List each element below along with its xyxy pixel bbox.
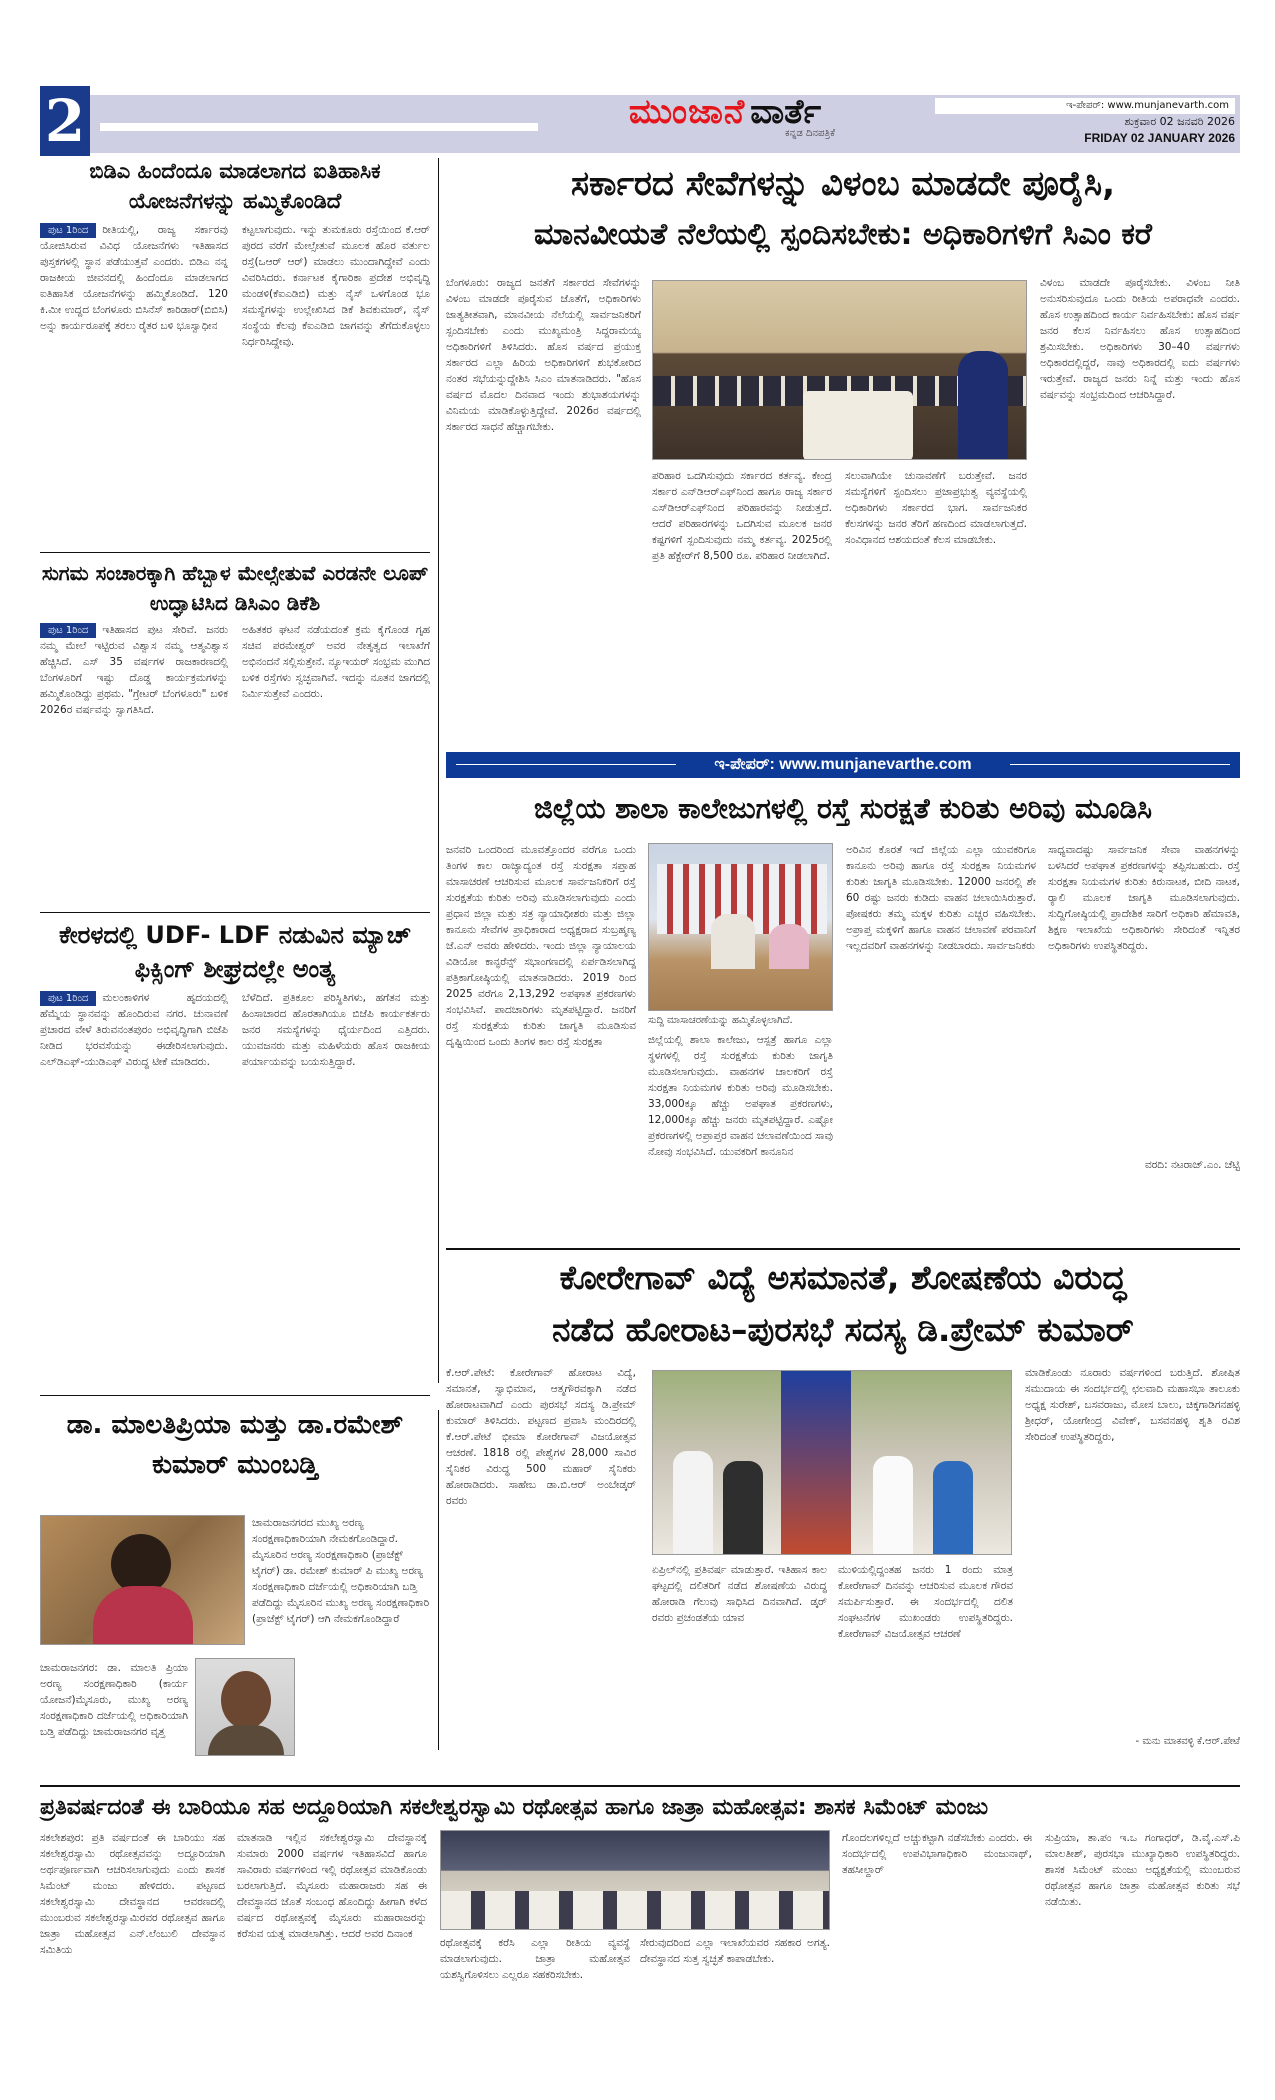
epaper-link[interactable]: ಇ-ಪೇಪರ್: www.munjanevarth.com <box>935 98 1235 114</box>
photo-cm-meeting <box>652 280 1027 460</box>
article-text: ರೀತಿಯಲ್ಲಿ, ರಾಜ್ಯ ಸರ್ಕಾರವು ಯೋಜಿಸಿರುವ ವಿವಿಧ ಯೋಜನೆಗಳು ಇತಿಹಾಸದ ಪುಸ್ತಕಗಳಲ್ಲಿ ಸ್ಥಾನ ಪಡೆಯುತ್ತವೆ ಎಂದರು. ಬಿಡಿಎ ನನ್ನ ರಾಜಕೀಯ ಜೀವನದಲ್ಲಿ ಹಿಂದೆಂದೂ ಮಾಡಲಾಗದ ಐತಿಹಾಸಿಕ ಯೋಜನೆಗಳನ್ನು ಹಮ್ಮಿಕೊಂಡಿದೆ. 120 ಕಿ.ಮೀ ಉದ್ದದ ಬೆಂಗಳೂರು ಬಿಸಿನೆಸ್ ಕಾರಿಡಾರ್(ಬಿಬಿಸಿ) ಅನ್ನು ಕಾರ್ಯರೂಪಕ್ಕೆ ತರಲು ರೈತರ ಬಳಿ ಭೂಸ್ವಾಧೀನ <box>40 224 228 332</box>
bottom-col6: ಸುಪ್ರಿಯಾ, ತಾ.ಪಂ ಇ.ಒ ಗಂಗಾಧರ್, ಡಿ.ವೈ.ಎಸ್.ಪಿ ಮಾಲತೀಶ್, ಪುರಸಭಾ ಮುಖ್ಯಾಧಿಕಾರಿ ಉಪಸ್ಥಿತರಿದ್ದರು. ಶಾಸಕ ಸಿಮೆಂಟ್ ಮಂಜು ಅಧ್ಯಕ್ಷತೆಯಲ್ಲಿ ಮುಂಬರುವ ರಥೋತ್ಸವ ಹಾಗೂ ಜಾತ್ರಾ ಮಹೋತ್ಸವ ಕುರಿತು ಸಭೆ ನಡೆಯಿತು. <box>1045 1832 1240 1908</box>
epaper-banner-text[interactable]: ಇ-ಪೇಪರ್: www.munjanevarthe.com <box>714 756 972 773</box>
photo-ramesh-kumar <box>195 1658 295 1756</box>
article-bda <box>40 156 430 552</box>
article-text: ಮಲಂಕಾಳಿಗಳ ಹೃದಯದಲ್ಲಿ ಹೆಮ್ಮೆಯ ಸ್ಥಾನವನ್ನು ಹೊಂದಿರುವ ನಗರ. ಚುನಾವಣೆ ಪ್ರಚಾರದ ವೇಳೆ ತಿರುವನಂತಪುರಂ ಅಭಿವೃದ್ಧಿಗಾಗಿ ಬಿಜೆಪಿ ನೀಡಿದ ಭರವಸೆಯನ್ನು ಈಡೇರಿಸಲಾಗುವುದು. ಎಲ್‌ಡಿಎಫ್-ಯುಡಿಎಫ್ ವಿರುದ್ಧ ಟೀಕೆ ಮಾಡಿದರು. <box>40 992 228 1068</box>
section-divider <box>40 1785 1240 1787</box>
photo-koregaon-event <box>652 1370 1012 1555</box>
section-divider <box>446 1248 1240 1250</box>
school-photo-caption: ಸುದ್ದಿ ಮಾಸಾಚರಣೆಯನ್ನು ಹಮ್ಮಿಕೊಳ್ಳಲಾಗಿದೆ. <box>648 1015 793 1026</box>
continued-tag: ಪುಟ 1ರಿಂದ <box>40 223 96 238</box>
masthead-info <box>935 98 1235 146</box>
newspaper-logo <box>585 92 865 156</box>
bottom-col5: ಗೊಂದಲಗಳಿಲ್ಲದೆ ಅಚ್ಚುಕಟ್ಟಾಗಿ ನಡೆಸಬೇಕು ಎಂದರು. ಈ ಸಂದರ್ಭದಲ್ಲಿ ಉಪವಿಭಾಗಾಧಿಕಾರಿ ಮಂಜುನಾಥ್, ತಹಸೀಲ್ದಾರ್ <box>842 1832 1032 1876</box>
bottom-col1: ಸಕಲೇಶಪುರ: ಪ್ರತಿ ವರ್ಷದಂತೆ ಈ ಬಾರಿಯು ಸಹ ಸಕಲೇಶ್ವರಸ್ವಾಮಿ ರಥೋತ್ಸವವನ್ನು ಅದ್ದೂರಿಯಾಗಿ ಅರ್ಥಪೂರ್ಣವಾಗಿ ಆಚರಿಸಲಾಗುವುದು ಎಂದು ಶಾಸಕ ಸಿಮೆಂಟ್ ಮಂಜು ಹೇಳಿದರು. ಪಟ್ಟಣದ ಸಕಲೇಶ್ವರಸ್ವಾಮಿ ದೇವಸ್ಥಾನದ ಆವರಣದಲ್ಲಿ ಮುಂಬರುವ ಸಕಲೇಶ್ವರಸ್ವಾಮಿರವರ ರಥೋತ್ಸವ ಹಾಗೂ ಜಾತ್ರಾ ಮಹೋತ್ಸವ ಎನ್.ಲೆಂಬುಲಿ ದೇವಸ್ಥಾನ ಸಮಿತಿಯ <box>40 1832 225 1956</box>
bottom-col2: ಮಾತನಾಡಿ ಇಲ್ಲಿನ ಸಕಲೇಶ್ವರಸ್ವಾಮಿ ದೇವಸ್ಥಾನಕ್ಕೆ ಸುಮಾರು 2000 ವರ್ಷಗಳ ಇತಿಹಾಸವಿದೆ ಹಾಗೂ ಸಾವಿರಾರು ವರ್ಷಗಳಿಂದ ಇಲ್ಲಿ ರಥೋತ್ಸವ ಮಾಡಿಕೊಂಡು ಬರಲಾಗುತ್ತಿದೆ. ಮೈಸೂರು ಮಹಾರಾಜರು ಸಹ ಈ ದೇವಸ್ಥಾನದ ಜೊತೆ ಸಂಬಂಧ ಹೊಂದಿದ್ದು ಹೀಗಾಗಿ ಕಳೆದ ವರ್ಷದ ರಥೋತ್ಸವಕ್ಕೆ ಮೈಸೂರು ಮಹಾರಾಜರನ್ನು ಕರೆಸುವ ಯತ್ನ ಮಾಡಲಾಗಿತ್ತು. ಆದರೆ ಅವರ ದಿನಾಂಕ <box>237 1832 427 1940</box>
school-col3: ಅರಿವಿನ ಕೊರತೆ ಇದೆ ಜಿಲ್ಲೆಯ ಎಲ್ಲಾ ಯುವಕರಿಗೂ ಕಾನೂನು ಅರಿವು ಹಾಗೂ ರಸ್ತೆ ಸುರಕ್ಷತಾ ನಿಯಮಗಳ ಕುರಿತು ಜಾಗೃತಿ ಮೂಡಿಸಬೇಕು. 12000 ಜನರಲ್ಲಿ ಶೇ 60 ರಷ್ಟು ಜನರು ಕುಡಿದು ವಾಹನ ಚಲಾಯಿಸಿರುತ್ತಾರೆ. ಪೋಷಕರು ತಮ್ಮ ಮಕ್ಕಳ ಕುರಿತು ಎಚ್ಚರ ವಹಿಸಬೇಕು. ಅಪ್ರಾಪ್ತ ಮಕ್ಕಳಿಗೆ ಹಾಗೂ ವಾಹನ ಚಲಾವಣೆ ಪರವಾನಿಗೆ ಇಲ್ಲದವರಿಗೆ ವಾಹನಗಳನ್ನು ನೀಡಬಾರದು. ಸಾರ್ವಜನಿಕರು <box>846 844 1036 952</box>
article-headline: ಬಿಡಿಎ ಹಿಂದೆಂದೂ ಮಾಡಲಾಗದ ಐತಿಹಾಸಿಕ ಯೋಜನೆಗಳನ್ನು ಹಮ್ಮಿಕೊಂಡಿದೆ <box>89 159 381 213</box>
masthead-stripe <box>100 123 538 131</box>
article-kerala <box>40 918 430 1370</box>
article-text: ಅಹಿತಕರ ಘಟನೆ ನಡೆಯದಂತೆ ಕ್ರಮ ಕೈಗೊಂಡ ಗೃಹ ಸಚಿವ ಪರಮೇಶ್ವರ್ ಅವರ ನೇತೃತ್ವದ ಇಲಾಖೆಗೆ ಅಭಿನಂದನೆ ಸಲ್ಲಿಸುತ್ತೇನೆ. ನ್ಯೂಇಯರ್ ಸಂಭ್ರಮ ಮುಗಿದ ಬಳಿಕ ರಸ್ತೆಗಳು ಸ್ವಚ್ಛವಾಗಿವೆ. ಇದನ್ನು ನೂತನ ಜಾಗದಲ್ಲಿ ನಿರ್ಮಿಸುತ್ತೇವೆ ಎಂದರು. <box>242 624 430 700</box>
continued-tag: ಪುಟ 1ರಿಂದ <box>40 623 96 638</box>
logo-part2: ವಾರ್ತೆ <box>750 92 822 132</box>
school-col1: ಜನವರಿ ಒಂದರಿಂದ ಮೂವತ್ತೊಂದರ ವರೆಗೂ ಒಂದು ತಿಂಗಳ ಕಾಲ ರಾಜ್ಯಾದ್ಯಂತ ರಸ್ತೆ ಸುರಕ್ಷತಾ ಸಪ್ತಾಹ ಮಾಸಾಚರಣೆ ಆಚರಿಸುವ ಮೂಲಕ ಸಾರ್ವಜನಿಕರಿಗೆ ರಸ್ತೆ ಸುರಕ್ಷತೆಯ ಕುರಿತು ಅರಿವು ಮೂಡಿಸಲಾಗುವುದು ಎಂದು ಪ್ರಧಾನ ಜಿಲ್ಲಾ ಮತ್ತು ಸತ್ರ ನ್ಯಾಯಾಧೀಶರು ಮತ್ತು ಜಿಲ್ಲಾ ಕಾನೂನು ಸೇವೆಗಳ ಪ್ರಾಧಿಕಾರಾದ ಅಧ್ಯಕ್ಷರಾದ ಸುಬ್ರಹ್ಮಣ್ಯ ಜೆ.ಎನ್ ಅವರು ಹೇಳಿದರು. ಇಂದು ಜಿಲ್ಲಾ ನ್ಯಾಯಾಲಯ ವಿಡಿಯೋ ಕಾನ್ಫರೆನ್ಸ್ ಸಭಾಂಗಣದಲ್ಲಿ ಏರ್ಪಡಿಸಲಾಗಿದ್ದ ಪತ್ರಿಕಾಗೋಷ್ಠಿಯಲ್ಲಿ ಮಾತನಾಡಿದರು. 2019 ರಿಂದ 2025 ವರೆಗೂ 2,13,292 ಅಪಘಾತ ಪ್ರಕರಣಗಳು ಸಂಭವಿಸಿವೆ. ಪಾದಚಾರಿಗಳು ಮೃತಪಟ್ಟಿದ್ದಾರೆ. ಜನರಿಗೆ ರಸ್ತೆ ಸುರಕ್ಷತೆಯ ಕುರಿತು ಜಾಗೃತಿ ಮೂಡಿಸುವ ದೃಷ್ಟಿಯಿಂದ ಒಂದು ತಿಂಗಳ ಕಾಲ ರಸ್ತೆ ಸುರಕ್ಷತಾ <box>446 844 636 1048</box>
top-story-col1: ಬೆಂಗಳೂರು: ರಾಜ್ಯದ ಜನತೆಗೆ ಸರ್ಕಾರದ ಸೇವೆಗಳನ್ನು ವಿಳಂಬ ಮಾಡದೇ ಪೂರೈಸುವ ಜೊತೆಗೆ, ಅಧಿಕಾರಿಗಳು ಜಾತ್ಯತೀತವಾಗಿ, ಮಾನವೀಯ ನೆಲೆಯಲ್ಲಿ ಸಾರ್ವಜನಿಕರಿಗೆ ಸ್ಪಂದಿಸಬೇಕು ಎಂದು ಮುಖ್ಯಮಂತ್ರಿ ಸಿದ್ದರಾಮಯ್ಯ ಅಧಿಕಾರಿಗಳಿಗೆ ತಿಳಿಸಿದರು. ಹೊಸ ವರ್ಷದ ಪ್ರಯುಕ್ತ ಸರ್ಕಾರದ ಎಲ್ಲಾ ಹಿರಿಯ ಅಧಿಕಾರಿಗಳಿಗೆ ಶುಭಕೋರಿದ ನಂತರ ಸಭೆಯನ್ನುದ್ದೇಶಿಸಿ ಸಿಎಂ ಮಾತನಾಡಿದರು. "ಹೊಸ ವರ್ಷದ ಮೊದಲ ದಿನವಾದ ಇಂದು ಶುಭಾಶಯಗಳನ್ನು ವಿನಿಮಯ ಮಾಡಿಕೊಳ್ಳುತ್ತಿದ್ದೇವೆ. 2026ರ ವರ್ಷದಲ್ಲಿ ಸರ್ಕಾರದ ಸಾಧನೆ ಹೆಚ್ಚಾಗಬೇಕು. <box>446 277 641 433</box>
school-col2: ಜಿಲ್ಲೆಯಲ್ಲಿ ಶಾಲಾ ಕಾಲೇಜು, ಆಸ್ಪತ್ರೆ ಹಾಗೂ ಎಲ್ಲಾ ಸ್ಥಳಗಳಲ್ಲಿ ರಸ್ತೆ ಸುರಕ್ಷತೆಯ ಕುರಿತು ಜಾಗೃತಿ ಮೂಡಿಸಲಾಗುವುದು. ವಾಹನಗಳ ಚಾಲಕರಿಗೆ ರಸ್ತೆ ಸುರಕ್ಷತಾ ನಿಯಮಗಳ ಕುರಿತು ಅರಿವು ಮೂಡಿಸಬೇಕು. 33,000ಕ್ಕೂ ಹೆಚ್ಚು ಅಪಘಾತ ಪ್ರಕರಣಗಳು, 12,000ಕ್ಕೂ ಹೆಚ್ಚು ಜನರು ಮೃತಪಟ್ಟಿದ್ದಾರೆ. ಎಷ್ಟೋ ಪ್ರಕರಣಗಳಲ್ಲಿ ಅಪ್ರಾಪ್ತರ ವಾಹನ ಚಲಾವಣೆಯಿಂದ ಸಾವು ನೋವು ಸಂಭವಿಸಿದೆ. ಯುವಕರಿಗೆ ಕಾನೂನಿನ <box>648 1034 833 1158</box>
section-divider <box>40 552 430 553</box>
koregaon-article <box>446 1252 1240 1356</box>
article-headline: ಕೇರಳದಲ್ಲಿ UDF- LDF ನಡುವಿನ ಮ್ಯಾಚ್ ಫಿಕ್ಸಿಂಗ್ ಶೀಘ್ರದಲ್ಲೇ ಅಂತ್ಯ <box>59 921 411 983</box>
koregaon-col3: ಮುಳಿಯಲ್ಲಿದ್ದಂತಹ ಜನರು 1 ರಂದು ಮಾತ್ರ ಕೋರೇಗಾವ್ ದಿನವನ್ನು ಆಚರಿಸುವ ಮೂಲಕ ಗೌರವ ಸಮರ್ಪಿಸುತ್ತಾರೆ. ಈ ಸಂದರ್ಭದಲ್ಲಿ ದಲಿತ ಸಂಘಟನೆಗಳ ಮುಖಂಡರು ಉಪಸ್ಥಿತರಿದ್ದರು. ಕೋರೇಗಾವ್ ವಿಜಯೋತ್ಸವ ಆಚರಣೆ <box>838 1564 1013 1640</box>
section-divider <box>40 1395 430 1396</box>
bottom-col3: ರಥೋತ್ಸವಕ್ಕೆ ಕರೆಸಿ ಎಲ್ಲಾ ರೀತಿಯ ವ್ಯವಸ್ಥೆ ಮಾಡಲಾಗುವುದು. ಜಾತ್ರಾ ಮಹೋತ್ಸವ ಯಶಸ್ವಿಗೊಳಿಸಲು ಎಲ್ಲರೂ ಸಹಕರಿಸಬೇಕು. <box>440 1937 630 1981</box>
logo-subtitle: ಕನ್ನಡ ದಿನಪತ್ರಿಕೆ <box>784 128 835 139</box>
article-headline: ಸುಗಮ ಸಂಚಾರಕ್ಕಾಗಿ ಹೆಬ್ಬಾಳ ಮೇಲ್ಸೇತುವೆ ಎರಡನೇ ಲೂಪ್ ಉದ್ಘಾಟಿಸಿದ ಡಿಸಿಎಂ ಡಿಕೆಶಿ <box>41 561 429 615</box>
forest-body: ಚಾಮರಾಜನಗರ: ಡಾ. ಮಾಲತಿ ಪ್ರಿಯಾ ಅರಣ್ಯ ಸಂರಕ್ಷಣಾಧಿಕಾರಿ (ಕಾರ್ಯ ಯೋಜನೆ)ಮೈಸೂರು, ಮುಖ್ಯ ಅರಣ್ಯ ಸಂರಕ್ಷಣಾಧಿಕಾರಿ ದರ್ಜೆಯಲ್ಲಿ ಅಧಿಕಾರಿಯಾಗಿ ಬಡ್ತಿ ಪಡೆದಿದ್ದು ಚಾಮರಾಜನಗರ ವೃತ್ತ <box>40 1662 188 1738</box>
article-text: ಕಟ್ಟಲಾಗುವುದು. ಇನ್ನು ತುಮಕೂರು ರಸ್ತೆಯಿಂದ ಕೆ.ಆರ್ ಪುರದ ವರೆಗೆ ಮೇಲ್ಸೇತುವೆ ಮೂಲಕ ಹೊರ ವರ್ತುಲ ರಸ್ತೆ(ಒಆರ್ ಆರ್) ಮಾಡಲು ಮುಂದಾಗಿದ್ದೇವೆ ಎಂದು ವಿವರಿಸಿದರು. ಕರ್ನಾಟಕ ಕೈಗಾರಿಕಾ ಪ್ರದೇಶ ಅಭಿವೃದ್ಧಿ ಮಂಡಳಿ(ಕೆಐಎಡಿಬಿ) ಮತ್ತು ನೈಸ್ ಒಳಗೊಂಡ ಭೂ ಸಮಸ್ಯೆಗಳನ್ನು ಉಲ್ಲೇಖಿಸಿದ ಡಿಕೆ ಶಿವಕುಮಾರ್, ನೈಸ್ ಸಂಸ್ಥೆಯ ಕೆಲವು ಕೆಐಎಡಿಬಿ ಜಾಗವನ್ನು ತೆಗೆದುಕೊಳ್ಳಲು ನಿರ್ಧರಿಸಿದ್ದೇವು. <box>242 224 430 348</box>
top-story <box>446 158 1240 260</box>
column-divider <box>438 158 439 1383</box>
koregaon-headline-line1: ಕೋರೇಗಾವ್ ವಿದ್ಯೆ ಅಸಮಾನತೆ, ಶೋಷಣೆಯ ವಿರುದ್ಧ <box>559 1258 1127 1297</box>
column-divider <box>438 1410 439 1750</box>
koregaon-byline: - ಮನು ಮಾಕವಳ್ಳಿ ಕೆ.ಆರ್.ಪೇಟೆ <box>1135 1736 1240 1747</box>
article-hebbal <box>40 558 430 897</box>
koregaon-headline-line2: ನಡೆದ ಹೋರಾಟ–ಪುರಸಭೆ ಸದಸ್ಯ ಡಿ.ಪ್ರೇಮ್ ಕುಮಾರ್ <box>552 1310 1134 1349</box>
koregaon-col4: ಮಾಡಿಕೊಂಡು ನೂರಾರು ವರ್ಷಗಳಿಂದ ಬರುತ್ತಿದೆ. ಶೋಷಿತ ಸಮುದಾಯ ಈ ಸಂದರ್ಭದಲ್ಲಿ ಛಲವಾದಿ ಮಹಾಸಭಾ ತಾಲೂಕು ಅಧ್ಯಕ್ಷ ಸುರೇಶ್, ಬಸವರಾಜು, ಮೋಸ ಬಾಲು, ಚಿಕ್ಕಗಾಡಿಗನಹಳ್ಳಿ ಶ್ರೀಧರ್, ಯೋಗೇಂದ್ರ ವಿವೇಕ್, ಬಸವನಹಳ್ಳಿ ಶೃತಿ ರವಿಶ ಸೇರಿದಂತೆ ಉಪಸ್ಥಿತರಿದ್ದರು, <box>1025 1367 1240 1443</box>
bottom-headline: ಪ್ರತಿವರ್ಷದಂತೆ ಈ ಬಾರಿಯೂ ಸಹ ಅದ್ದೂರಿಯಾಗಿ ಸಕಲೇಶ್ವರಸ್ವಾಮಿ ರಥೋತ್ಸವ ಹಾಗೂ ಜಾತ್ರಾ ಮಹೋತ್ಸವ: ಶಾಸಕ ಸಿಮೆಂಟ್ ಮಂಜು <box>40 1795 989 1820</box>
photo-temple-meeting <box>440 1830 830 1930</box>
forest-side-text: ಚಾಮರಾಜನಗರದ ಮುಖ್ಯ ಅರಣ್ಯ ಸಂರಕ್ಷಣಾಧಿಕಾರಿಯಾಗಿ ನೇಮಕಗೊಂಡಿದ್ದಾರೆ. ಮೈಸೂರಿನ ಅರಣ್ಯ ಸಂರಕ್ಷಣಾಧಿಕಾರಿ (ಪ್ರಾಜೆಕ್ಟ್ ಟೈಗರ್) ಡಾ. ರಮೇಶ್ ಕುಮಾರ್ ಪಿ ಮುಖ್ಯ ಅರಣ್ಯ ಸಂರಕ್ಷಣಾಧಿಕಾರಿ ದರ್ಜೆಯಲ್ಲಿ ಅಧಿಕಾರಿಯಾಗಿ ಬಡ್ತಿ ಪಡೆದಿದ್ದು ಮೈಸೂರಿನ ಮುಖ್ಯ ಅರಣ್ಯ ಸಂರಕ್ಷಣಾಧಿಕಾರಿ (ಪ್ರಾಜೆಕ್ಟ್ ಟೈಗರ್) ಆಗಿ ನೇಮಕಗೊಂಡಿದ್ದಾರೆ <box>252 1517 430 1625</box>
date-kannada: ಶುಕ್ರವಾರ 02 ಜನವರಿ 2026 <box>1124 115 1235 128</box>
date-english: FRIDAY 02 JANUARY 2026 <box>1084 131 1235 145</box>
top-story-col2: ಪರಿಹಾರ ಒದಗಿಸುವುದು ಸರ್ಕಾರದ ಕರ್ತವ್ಯ. ಕೇಂದ್ರ ಸರ್ಕಾರ ಎನ್‌ಡಿಆರ್‌ಎಫ್‌ನಿಂದ ಹಾಗೂ ರಾಜ್ಯ ಸರ್ಕಾರ ಎಸ್‌ಡಿಆರ್‌ಎಫ್‌ನಿಂದ ಪರಿಹಾರವನ್ನು ನೀಡುತ್ತದೆ. ಆದರೆ ಪರಿಹಾರಗಳನ್ನು ಒದಗಿಸುವ ಮೂಲಕ ಜನರ ಕಷ್ಟಗಳಿಗೆ ಸ್ಪಂದಿಸುವುದು ನಮ್ಮ ಕರ್ತವ್ಯ. 2025ರಲ್ಲಿ ಪ್ರತಿ ಹೆಕ್ಟೇರ್‌ಗೆ 8,500 ರೂ. ಪರಿಹಾರ ನೀಡಲಾಗಿದೆ. <box>652 470 832 562</box>
top-story-headline-line1: ಸರ್ಕಾರದ ಸೇವೆಗಳನ್ನು ವಿಳಂಬ ಮಾಡದೇ ಪೂರೈಸಿ, <box>570 164 1116 204</box>
epaper-banner[interactable] <box>446 752 1240 778</box>
top-story-col4: ವಿಳಂಬ ಮಾಡದೇ ಪೂರೈಸಬೇಕು. ವಿಳಂಬ ನೀತಿ ಅನುಸರಿಸುವುದೂ ಒಂದು ರೀತಿಯ ಅಪರಾಧವೇ ಎಂದರು. ಹೊಸ ಉತ್ಸಾಹದಿಂದ ಕಾರ್ಯ ನಿರ್ವಹಿಸಬೇಕು: ಹೊಸ ವರ್ಷ ಜನರ ಕೆಲಸ ನಿರ್ವಹಿಸಲು ಹೊಸ ಉತ್ಸಾಹದಿಂದ ಶ್ರಮಿಸಬೇಕು. ಅಧಿಕಾರಿಗಳು 30–40 ವರ್ಷಗಳು ಅಧಿಕಾರದಲ್ಲಿದ್ದರೆ, ನಾವು ಅಧಿಕಾರದಲ್ಲಿ ಐದು ವರ್ಷಗಳು ಇರುತ್ತೇವೆ. ರಾಜ್ಯದ ಜನರು ನಿನ್ನೆ ಮತ್ತು ಇಂದು ಹೊಸ ವರ್ಷವನ್ನು ಸಂಭ್ರಮದಿಂದ ಆಚರಿಸಿದ್ದಾರೆ. <box>1040 277 1240 401</box>
school-col4: ಸಾಧ್ಯವಾದಷ್ಟು ಸಾರ್ವಜನಿಕ ಸೇವಾ ವಾಹನಗಳನ್ನು ಬಳಸಿದರೆ ಅಪಘಾತ ಪ್ರಕರಣಗಳನ್ನು ತಪ್ಪಿಸಬಹುದು. ರಸ್ತೆ ಸುರಕ್ಷತಾ ನಿಯಮಗಳ ಕುರಿತು ಕಿರುನಾಟಕ, ಬೀದಿ ನಾಟಕ, ರ‍್ಯಾಲಿ ಮೂಲಕ ಜಾಗೃತಿ ಮೂಡಿಸಲಾಗುವುದು. ಸುದ್ದಿಗೋಷ್ಠಿಯಲ್ಲಿ ಪ್ರಾದೇಶಿಕ ಸಾರಿಗೆ ಅಧಿಕಾರಿ ಹೆಮಾವತಿ, ಶಿಕ್ಷಣ ಇಲಾಖೆಯ ಅಧಿಕಾರಿಗಳು ಸೇರಿದಂತೆ ಇನ್ನಿತರ ಅಧಿಕಾರಿಗಳು ಉಪಸ್ಥಿತರಿದ್ದರು. <box>1048 844 1240 952</box>
section-divider <box>40 912 430 913</box>
top-story-col3: ಸಲುವಾಗಿಯೇ ಚುನಾವಣೆಗೆ ಬರುತ್ತೇವೆ. ಜನರ ಸಮಸ್ಯೆಗಳಿಗೆ ಸ್ಪಂದಿಸಲು ಪ್ರಜಾಪ್ರಭುತ್ವ ವ್ಯವಸ್ಥೆಯಲ್ಲಿ ಅಧಿಕಾರಿಗಳು ಸರ್ಕಾರದ ಭಾಗ. ಸಾರ್ವಜನಿಕರ ಕೆಲಸಗಳನ್ನು ಜನರ ತೆರಿಗೆ ಹಣದಿಂದ ಮಾಡಲಾಗುತ್ತದೆ. ಸಂವಿಧಾನದ ಆಶಯದಂತೆ ಕೆಲಸ ಮಾಡಬೇಕು. <box>845 470 1027 546</box>
article-text: ಬೆಳೆದಿದೆ. ಪ್ರತಿಕೂಲ ಪರಿಸ್ಥಿತಿಗಳು, ಹಗೆತನ ಮತ್ತು ಹಿಂಸಾಚಾರದ ಹೊರತಾಗಿಯೂ ಬಿಜೆಪಿ ಕಾರ್ಯಕರ್ತರು ಜನರ ಸಮಸ್ಯೆಗಳನ್ನು ಧೈರ್ಯದಿಂದ ಎತ್ತಿದರು. ಯುವಜನರು ಮತ್ತು ಮಹಿಳೆಯರು ಹೊಸ ರಾಜಕೀಯ ಪರ್ಯಾಯವನ್ನು ಬಯಸುತ್ತಿದ್ದಾರೆ. <box>242 992 430 1068</box>
photo-district-court <box>648 843 833 1011</box>
school-headline: ಜಿಲ್ಲೆಯ ಶಾಲಾ ಕಾಲೇಜುಗಳಲ್ಲಿ ರಸ್ತೆ ಸುರಕ್ಷತೆ ಕುರಿತು ಅರಿವು ಮೂಡಿಸಿ <box>534 792 1152 825</box>
school-byline: ವರದಿ: ನಟರಾಜ್.ಎಂ. ಚೆಟ್ಟಿ <box>1145 1159 1240 1171</box>
continued-tag: ಪುಟ 1ರಿಂದ <box>40 991 96 1006</box>
photo-malathi-priya <box>40 1515 245 1645</box>
logo-part1: ಮುಂಜಾನೆ <box>628 92 746 132</box>
article-forest <box>40 1405 430 1485</box>
article-headline: ಡಾ. ಮಾಲತಿಪ್ರಿಯಾ ಮತ್ತು ಡಾ.ರಮೇಶ್ ಕುಮಾರ್ ಮುಂಬಡ್ತಿ <box>66 1410 404 1480</box>
koregaon-col2: ಏಪ್ರಿಲ್‌ನಲ್ಲಿ ಪ್ರತಿವರ್ಷ ಮಾಡುತ್ತಾರೆ. ಇತಿಹಾಸ ಕಾಲ ಘಟ್ಟದಲ್ಲಿ ದಲಿತರಿಗೆ ನಡೆದ ಶೋಷಣೆಯ ವಿರುದ್ಧ ಹೋರಾಡಿ ಗೆಲುವು ಸಾಧಿಸಿದ ದಿನವಾಗಿದೆ. ಡ್ಕರ್ ರವರು ಪ್ರಚಂಡತೆಯ ಯಾವ <box>652 1564 827 1624</box>
koregaon-col1: ಕೆ.ಆರ್.ಪೇಟೆ: ಕೋರೇಗಾವ್ ಹೋರಾಟ ವಿದ್ಯೆ, ಸಮಾನತೆ, ಸ್ವಾಭಿಮಾನ, ಆತ್ಮಗೌರವಕ್ಕಾಗಿ ನಡೆದ ಹೋರಾಟವಾಗಿದೆ ಎಂದು ಪುರಸಭೆ ಸದಸ್ಯ ಡಿ.ಪ್ರೇಮ್ ಕುಮಾರ್ ತಿಳಿಸಿದರು. ಪಟ್ಟಣದ ಪ್ರವಾಸಿ ಮಂದಿರದಲ್ಲಿ ಕೆ.ಆರ್.ಪೇಟೆ ಭೀಮಾ ಕೋರೇಗಾವ್ ವಿಜಯೋತ್ಸವ ಆಚರಣೆ. 1818 ರಲ್ಲಿ ಪೇಶ್ವೆಗಳ 28,000 ಸಾವಿರ ಸೈನಿಕರ ವಿರುದ್ಧ 500 ಮಹಾರ್ ಸೈನಿಕರು ಹೋರಾಡಿದರು. ಸಾಹೇಬ ಡಾ.ಬಿ.ಆರ್ ಅಂಬೇಡ್ಕರ್ ರವರು <box>446 1367 636 1507</box>
article-text: ಇತಿಹಾಸದ ಪುಟ ಸೇರಿವೆ. ಜನರು ನಮ್ಮ ಮೇಲೆ ಇಟ್ಟಿರುವ ವಿಶ್ವಾಸ ನಮ್ಮ ಆತ್ಮವಿಶ್ವಾಸ ಹೆಚ್ಚಿಸಿದೆ. ಎಸ್ 35 ವರ್ಷಗಳ ರಾಜಕಾರಣದಲ್ಲಿ ಬೆಂಗಳೂರಿಗೆ ಇಷ್ಟು ದೊಡ್ಡ ಕಾರ್ಯಕ್ರಮಗಳನ್ನು ಹಮ್ಮಿಕೊಂಡಿದ್ದು ಪ್ರಥಮ. "ಗ್ರೇಟರ್ ಬೆಂಗಳೂರು" ಬಳಿಕ 2026ರ ವರ್ಷವನ್ನು ಸ್ವಾಗತಿಸಿದೆ. <box>40 624 228 716</box>
bottom-col4: ಸೇರುವುದರಿಂದ ಎಲ್ಲಾ ಇಲಾಖೆಯವರ ಸಹಕಾರ ಅಗತ್ಯ. ದೇವಸ್ಥಾನದ ಸುತ್ತ ಸ್ವಚ್ಛತೆ ಕಾಪಾಡಬೇಕು. <box>640 1937 830 1965</box>
top-story-headline-line2: ಮಾನವೀಯತೆ ನೆಲೆಯಲ್ಲಿ ಸ್ಪಂದಿಸಬೇಕು: ಅಧಿಕಾರಿಗಳಿಗೆ ಸಿಎಂ ಕರೆ <box>534 217 1152 252</box>
page-number: 2 <box>40 86 90 156</box>
